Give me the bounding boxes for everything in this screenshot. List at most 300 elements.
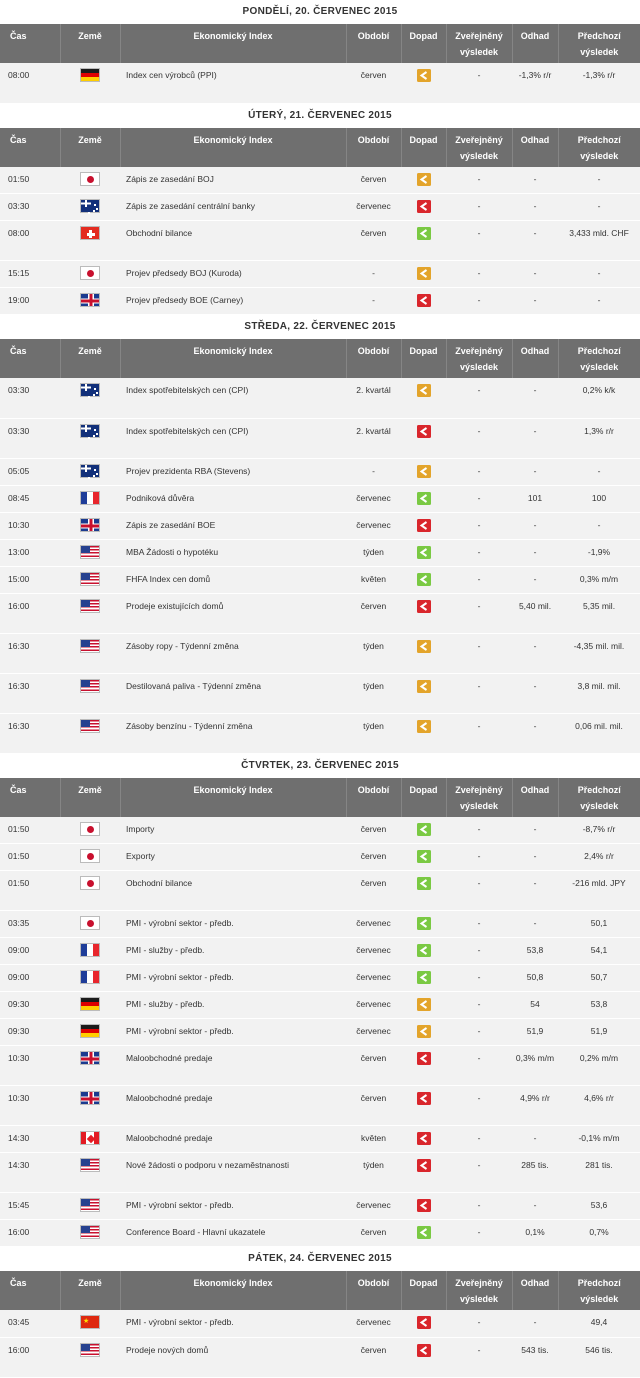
event-forecast: - (512, 418, 558, 458)
event-forecast: 4,9% r/r (512, 1086, 558, 1126)
column-header: Období (346, 1271, 401, 1310)
event-period: červen (346, 63, 401, 103)
event-actual: - (446, 633, 512, 673)
event-actual: - (446, 261, 512, 288)
country-cell (60, 992, 120, 1019)
event-time: 09:30 (0, 992, 60, 1019)
event-previous: -4,35 mil. mil. (558, 633, 640, 673)
event-actual: - (446, 938, 512, 965)
usa-flag-icon (80, 1158, 100, 1172)
canada-flag-icon (80, 1131, 100, 1145)
medium-impact-icon (417, 69, 431, 82)
event-time: 19:00 (0, 288, 60, 315)
event-row[interactable] (0, 1337, 640, 1377)
country-cell (60, 221, 120, 261)
event-forecast: 54 (512, 992, 558, 1019)
event-previous: 50,1 (558, 911, 640, 938)
event-actual: - (446, 221, 512, 261)
event-row[interactable] (0, 965, 640, 992)
high-impact-icon (417, 519, 431, 532)
event-actual: - (446, 1193, 512, 1220)
country-cell (60, 418, 120, 458)
calendar-table (0, 1271, 640, 1378)
event-period: červenec (346, 194, 401, 221)
event-time: 09:00 (0, 965, 60, 992)
event-index: Projev prezidenta RBA (Stevens) (120, 458, 346, 485)
event-time: 16:30 (0, 633, 60, 673)
column-header: Odhad (512, 24, 558, 63)
event-actual: - (446, 911, 512, 938)
event-period: červen (346, 167, 401, 194)
column-header: Čas (0, 128, 60, 167)
impact-cell (401, 1019, 446, 1046)
event-time: 03:35 (0, 911, 60, 938)
impact-cell (401, 1337, 446, 1377)
country-cell (60, 1019, 120, 1046)
event-actual: - (446, 1220, 512, 1247)
japan-flag-icon (80, 822, 100, 836)
column-header: Čas (0, 778, 60, 817)
australia-flag-icon (80, 464, 100, 478)
usa-flag-icon (80, 679, 100, 693)
impact-cell (401, 194, 446, 221)
country-cell (60, 1310, 120, 1337)
column-header: Období (346, 339, 401, 378)
event-time: 16:00 (0, 1337, 60, 1377)
event-actual: - (446, 194, 512, 221)
event-previous: - (558, 167, 640, 194)
column-header: Předchozí výsledek (558, 24, 640, 63)
france-flag-icon (80, 943, 100, 957)
event-row[interactable] (0, 1126, 640, 1153)
event-actual: - (446, 539, 512, 566)
usa-flag-icon (80, 1225, 100, 1239)
event-period: květen (346, 566, 401, 593)
event-index: Zásoby benzínu - Týdenní změna (120, 713, 346, 753)
country-cell (60, 844, 120, 871)
event-index: Maloobchodné predaje (120, 1126, 346, 1153)
event-previous: -8,7% r/r (558, 817, 640, 844)
event-forecast: - (512, 288, 558, 315)
country-cell (60, 194, 120, 221)
france-flag-icon (80, 970, 100, 984)
event-period: červenec (346, 1310, 401, 1337)
usa-flag-icon (80, 572, 100, 586)
event-row[interactable] (0, 1220, 640, 1247)
impact-cell (401, 938, 446, 965)
event-index: Conference Board - Hlavní ukazatele (120, 1220, 346, 1247)
event-period: červenec (346, 911, 401, 938)
column-header: Dopad (401, 24, 446, 63)
column-header: Ekonomický Index (120, 24, 346, 63)
high-impact-icon (417, 1199, 431, 1212)
event-forecast: - (512, 221, 558, 261)
impact-cell (401, 992, 446, 1019)
column-header: Zveřejněný výsledek (446, 778, 512, 817)
calendar-table (0, 339, 640, 754)
event-previous: 2,4% r/r (558, 844, 640, 871)
event-period: červenec (346, 965, 401, 992)
country-cell (60, 673, 120, 713)
event-forecast: - (512, 871, 558, 911)
event-time: 15:15 (0, 261, 60, 288)
column-header: Ekonomický Index (120, 778, 346, 817)
event-forecast: - (512, 261, 558, 288)
header-row (0, 1271, 640, 1310)
event-forecast: -1,3% r/r (512, 63, 558, 103)
event-previous: 0,7% (558, 1220, 640, 1247)
event-row[interactable] (0, 378, 640, 418)
event-actual: - (446, 458, 512, 485)
header-row (0, 128, 640, 167)
country-cell (60, 593, 120, 633)
event-index: Index spotřebitelských cen (CPI) (120, 418, 346, 458)
high-impact-icon (417, 1092, 431, 1105)
column-header: Ekonomický Index (120, 1271, 346, 1310)
event-previous: 0,3% m/m (558, 566, 640, 593)
event-time: 03:30 (0, 418, 60, 458)
impact-cell (401, 1310, 446, 1337)
day-title: PÁTEK, 24. ČERVENEC 2015 (248, 1253, 392, 1264)
event-previous: 3,433 mld. CHF (558, 221, 640, 261)
event-forecast: 543 tis. (512, 1337, 558, 1377)
event-actual: - (446, 1337, 512, 1377)
event-row[interactable] (0, 1086, 640, 1126)
uk-flag-icon (80, 293, 100, 307)
impact-cell (401, 1193, 446, 1220)
event-time: 14:30 (0, 1153, 60, 1193)
medium-impact-icon (417, 267, 431, 280)
country-cell (60, 911, 120, 938)
country-cell (60, 713, 120, 753)
event-time: 01:50 (0, 844, 60, 871)
column-header: Čas (0, 339, 60, 378)
usa-flag-icon (80, 1343, 100, 1357)
country-cell (60, 871, 120, 911)
event-row[interactable] (0, 261, 640, 288)
event-actual: - (446, 965, 512, 992)
event-previous: - (558, 194, 640, 221)
event-row[interactable] (0, 485, 640, 512)
country-cell (60, 1046, 120, 1086)
usa-flag-icon (80, 719, 100, 733)
high-impact-icon (417, 425, 431, 438)
calendar-table (0, 24, 640, 104)
impact-cell (401, 418, 446, 458)
header-row (0, 24, 640, 63)
country-cell (60, 539, 120, 566)
event-forecast: - (512, 1126, 558, 1153)
event-actual: - (446, 1046, 512, 1086)
country-cell (60, 485, 120, 512)
event-index: Nové žádosti o podporu v nezaměstnanosti (120, 1153, 346, 1193)
event-forecast: - (512, 844, 558, 871)
japan-flag-icon (80, 172, 100, 186)
event-previous: - (558, 261, 640, 288)
event-period: červen (346, 817, 401, 844)
uk-flag-icon (80, 1091, 100, 1105)
high-impact-icon (417, 1132, 431, 1145)
germany-flag-icon (80, 997, 100, 1011)
day-title: ČTVRTEK, 23. ČERVENEC 2015 (241, 759, 399, 771)
event-actual: - (446, 1153, 512, 1193)
event-time: 15:45 (0, 1193, 60, 1220)
column-header: Odhad (512, 128, 558, 167)
event-forecast: - (512, 378, 558, 418)
event-index: PMI - služby - předb. (120, 992, 346, 1019)
event-row[interactable] (0, 593, 640, 633)
event-row[interactable] (0, 512, 640, 539)
column-header: Předchozí výsledek (558, 1271, 640, 1310)
event-forecast: - (512, 167, 558, 194)
column-header: Dopad (401, 128, 446, 167)
event-row[interactable] (0, 167, 640, 194)
event-period: červenec (346, 512, 401, 539)
low-impact-icon (417, 944, 431, 957)
france-flag-icon (80, 491, 100, 505)
event-row[interactable] (0, 194, 640, 221)
column-header: Země (60, 778, 120, 817)
event-row[interactable] (0, 221, 640, 261)
event-row[interactable] (0, 566, 640, 593)
event-forecast: 5,40 mil. (512, 593, 558, 633)
event-forecast: 0,1% (512, 1220, 558, 1247)
impact-cell (401, 1046, 446, 1086)
event-row[interactable] (0, 539, 640, 566)
medium-impact-icon (417, 173, 431, 186)
column-header: Dopad (401, 778, 446, 817)
country-cell (60, 378, 120, 418)
event-actual: - (446, 1126, 512, 1153)
impact-cell (401, 1220, 446, 1247)
impact-cell (401, 1086, 446, 1126)
event-row[interactable] (0, 418, 640, 458)
event-actual: - (446, 1019, 512, 1046)
event-previous: 546 tis. (558, 1337, 640, 1377)
event-row[interactable] (0, 713, 640, 753)
event-row[interactable] (0, 1153, 640, 1193)
event-actual: - (446, 673, 512, 713)
event-previous: 49,4 (558, 1310, 640, 1337)
event-forecast: - (512, 713, 558, 753)
high-impact-icon (417, 200, 431, 213)
event-time: 16:30 (0, 713, 60, 753)
event-period: - (346, 458, 401, 485)
event-index: FHFA Index cen domů (120, 566, 346, 593)
country-cell (60, 167, 120, 194)
event-index: Prodeje nových domů (120, 1337, 346, 1377)
event-row[interactable] (0, 817, 640, 844)
impact-cell (401, 844, 446, 871)
japan-flag-icon (80, 916, 100, 930)
impact-cell (401, 566, 446, 593)
japan-flag-icon (80, 266, 100, 280)
impact-cell (401, 911, 446, 938)
column-header: Období (346, 24, 401, 63)
column-header: Zveřejněný výsledek (446, 128, 512, 167)
event-previous: -1,3% r/r (558, 63, 640, 103)
event-time: 08:00 (0, 221, 60, 261)
column-header: Zveřejněný výsledek (446, 24, 512, 63)
event-period: týden (346, 539, 401, 566)
column-header: Země (60, 24, 120, 63)
event-previous: 0,2% k/k (558, 378, 640, 418)
event-index: Zápis ze zasedání BOE (120, 512, 346, 539)
column-header: Odhad (512, 339, 558, 378)
event-period: červenec (346, 992, 401, 1019)
country-cell (60, 938, 120, 965)
event-period: červen (346, 1086, 401, 1126)
event-row[interactable] (0, 1310, 640, 1337)
event-index: Exporty (120, 844, 346, 871)
event-forecast: - (512, 633, 558, 673)
country-cell (60, 1086, 120, 1126)
event-previous: 281 tis. (558, 1153, 640, 1193)
column-header: Období (346, 128, 401, 167)
header-row (0, 339, 640, 378)
china-flag-icon (80, 1315, 100, 1329)
japan-flag-icon (80, 849, 100, 863)
event-actual: - (446, 871, 512, 911)
australia-flag-icon (80, 199, 100, 213)
event-forecast: 285 tis. (512, 1153, 558, 1193)
event-index: Maloobchodné predaje (120, 1086, 346, 1126)
event-index: Prodeje existujících domů (120, 593, 346, 633)
event-forecast: 50,8 (512, 965, 558, 992)
event-row[interactable] (0, 673, 640, 713)
event-row[interactable] (0, 458, 640, 485)
usa-flag-icon (80, 545, 100, 559)
event-row[interactable] (0, 63, 640, 103)
low-impact-icon (417, 573, 431, 586)
event-row[interactable] (0, 288, 640, 315)
event-time: 16:00 (0, 1220, 60, 1247)
calendar-table (0, 128, 640, 316)
impact-cell (401, 539, 446, 566)
impact-cell (401, 63, 446, 103)
event-index: PMI - výrobní sektor - předb. (120, 911, 346, 938)
event-period: - (346, 261, 401, 288)
event-forecast: - (512, 1193, 558, 1220)
column-header: Dopad (401, 1271, 446, 1310)
day-title: ÚTERÝ, 21. ČERVENEC 2015 (248, 109, 392, 121)
column-header: Odhad (512, 778, 558, 817)
event-time: 10:30 (0, 1086, 60, 1126)
event-period: týden (346, 633, 401, 673)
event-index: PMI - výrobní sektor - předb. (120, 1193, 346, 1220)
event-row[interactable] (0, 844, 640, 871)
impact-cell (401, 965, 446, 992)
low-impact-icon (417, 971, 431, 984)
medium-impact-icon (417, 680, 431, 693)
column-header: Země (60, 339, 120, 378)
event-previous: 53,8 (558, 992, 640, 1019)
medium-impact-icon (417, 998, 431, 1011)
event-index: Obchodní bilance (120, 871, 346, 911)
column-header: Předchozí výsledek (558, 778, 640, 817)
low-impact-icon (417, 227, 431, 240)
event-actual: - (446, 817, 512, 844)
event-time: 03:30 (0, 194, 60, 221)
country-cell (60, 633, 120, 673)
event-row[interactable] (0, 992, 640, 1019)
low-impact-icon (417, 850, 431, 863)
event-index: PMI - výrobní sektor - předb. (120, 965, 346, 992)
impact-cell (401, 871, 446, 911)
event-row[interactable] (0, 633, 640, 673)
event-time: 09:30 (0, 1019, 60, 1046)
low-impact-icon (417, 492, 431, 505)
event-time: 03:30 (0, 378, 60, 418)
usa-flag-icon (80, 599, 100, 613)
impact-cell (401, 458, 446, 485)
event-index: Zápis ze zasedání BOJ (120, 167, 346, 194)
high-impact-icon (417, 1344, 431, 1357)
event-actual: - (446, 63, 512, 103)
event-row[interactable] (0, 1019, 640, 1046)
event-row[interactable] (0, 1193, 640, 1220)
impact-cell (401, 485, 446, 512)
event-period: - (346, 288, 401, 315)
event-row[interactable] (0, 871, 640, 911)
event-time: 10:30 (0, 512, 60, 539)
event-forecast: 51,9 (512, 1019, 558, 1046)
event-row[interactable] (0, 938, 640, 965)
event-time: 01:50 (0, 167, 60, 194)
event-time: 13:00 (0, 539, 60, 566)
event-time: 16:30 (0, 673, 60, 713)
event-time: 01:50 (0, 871, 60, 911)
event-previous: 53,6 (558, 1193, 640, 1220)
event-period: červen (346, 593, 401, 633)
high-impact-icon (417, 1052, 431, 1065)
event-row[interactable] (0, 1046, 640, 1086)
event-forecast: - (512, 673, 558, 713)
germany-flag-icon (80, 1024, 100, 1038)
event-previous: 51,9 (558, 1019, 640, 1046)
low-impact-icon (417, 546, 431, 559)
uk-flag-icon (80, 518, 100, 532)
column-header: Zveřejněný výsledek (446, 339, 512, 378)
event-time: 08:00 (0, 63, 60, 103)
impact-cell (401, 288, 446, 315)
medium-impact-icon (417, 1025, 431, 1038)
event-previous: 4,6% r/r (558, 1086, 640, 1126)
event-index: Zásoby ropy - Týdenní změna (120, 633, 346, 673)
calendar-table (0, 778, 640, 1248)
event-time: 09:00 (0, 938, 60, 965)
country-cell (60, 1153, 120, 1193)
event-actual: - (446, 992, 512, 1019)
event-row[interactable] (0, 911, 640, 938)
event-actual: - (446, 288, 512, 315)
event-time: 16:00 (0, 593, 60, 633)
event-index: PMI - výrobní sektor - předb. (120, 1019, 346, 1046)
column-header: Odhad (512, 1271, 558, 1310)
event-actual: - (446, 418, 512, 458)
event-period: týden (346, 673, 401, 713)
event-time: 08:45 (0, 485, 60, 512)
country-cell (60, 512, 120, 539)
impact-cell (401, 1126, 446, 1153)
column-header: Ekonomický Index (120, 128, 346, 167)
high-impact-icon (417, 600, 431, 613)
event-forecast: - (512, 911, 558, 938)
impact-cell (401, 1153, 446, 1193)
column-header: Čas (0, 1271, 60, 1310)
event-actual: - (446, 485, 512, 512)
column-header: Dopad (401, 339, 446, 378)
